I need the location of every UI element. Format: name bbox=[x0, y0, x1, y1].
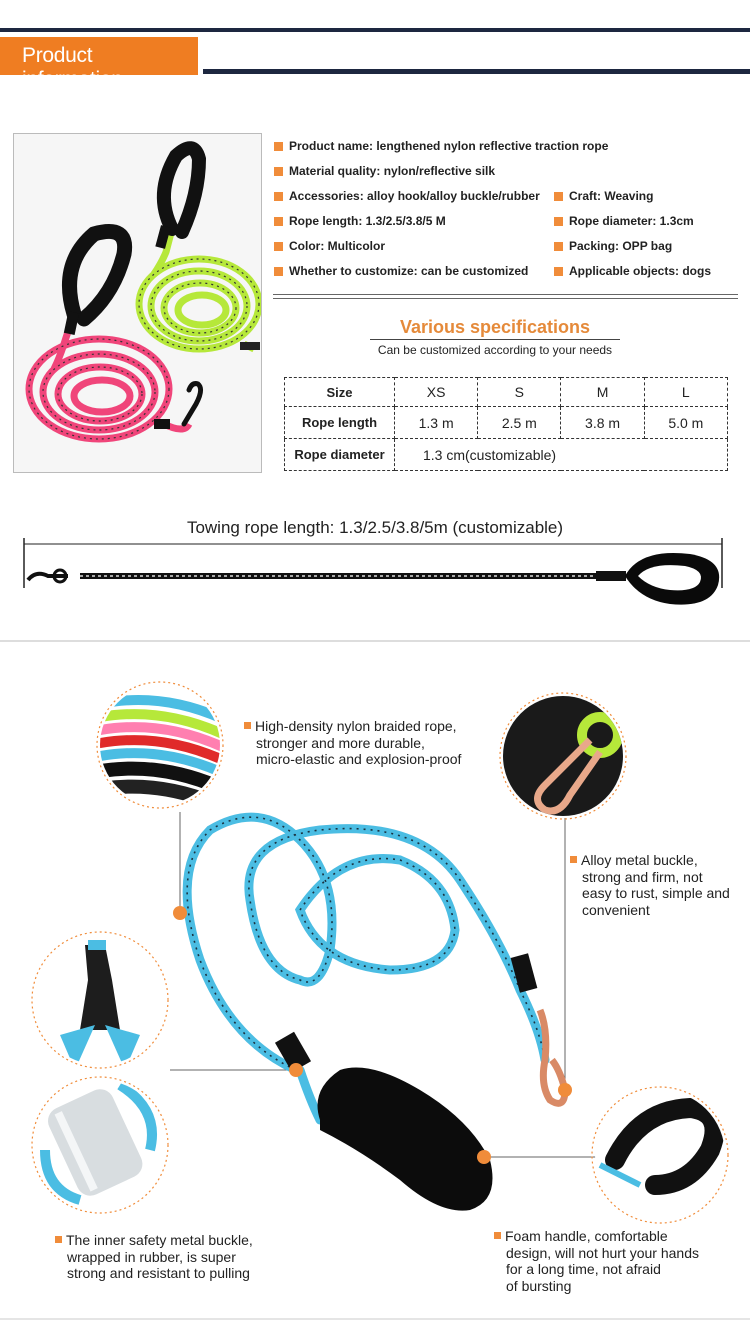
bullet-icon bbox=[244, 722, 251, 729]
length-header: Rope length bbox=[285, 407, 395, 439]
spec-text: Product name: lengthened nylon reflective traction rope bbox=[289, 139, 609, 153]
feature-line: of bursting bbox=[506, 1277, 572, 1294]
bullet-icon bbox=[274, 242, 283, 251]
table-row bbox=[285, 407, 728, 439]
size-table bbox=[284, 377, 728, 471]
feature-line: wrapped in rubber, is super bbox=[67, 1248, 236, 1265]
size-header: Size bbox=[285, 378, 395, 407]
bullet-icon bbox=[55, 1236, 62, 1243]
spec-material bbox=[274, 164, 495, 178]
feature-line: easy to rust, simple and bbox=[582, 885, 730, 901]
spec-text: Rope diameter: 1.3cm bbox=[569, 214, 694, 228]
feature-inner-caption bbox=[55, 1232, 253, 1282]
size-cell: XS bbox=[395, 378, 478, 407]
header-top-rule bbox=[0, 28, 750, 32]
feature-buckle-caption bbox=[570, 852, 730, 918]
length-cell: 2.5 m bbox=[478, 407, 561, 439]
towing-rope-diagram bbox=[0, 530, 750, 620]
variations-underline bbox=[370, 339, 620, 340]
feature-line: Alloy metal buckle, bbox=[581, 852, 698, 868]
size-cell: L bbox=[644, 378, 727, 407]
feature-line: strong and firm, not bbox=[582, 868, 703, 885]
feature-line: The inner safety metal buckle, bbox=[66, 1232, 253, 1248]
table-row bbox=[285, 378, 728, 407]
bullet-icon bbox=[274, 167, 283, 176]
spec-product-name bbox=[274, 139, 608, 153]
header-rule bbox=[203, 69, 750, 74]
bullet-icon bbox=[274, 267, 283, 276]
spec-text: Packing: OPP bag bbox=[569, 239, 673, 253]
bullet-icon bbox=[274, 142, 283, 151]
spec-rope-diameter bbox=[554, 214, 694, 228]
diameter-header: Rope diameter bbox=[285, 439, 395, 471]
feature-line: convenient bbox=[582, 901, 650, 918]
feature-rope-caption bbox=[244, 718, 461, 768]
feature-line: strong and resistant to pulling bbox=[67, 1265, 250, 1281]
spec-craft bbox=[554, 189, 653, 203]
variations-title: Various specifications bbox=[399, 317, 591, 337]
variations-subtitle: Can be customized according to your needs bbox=[377, 343, 613, 357]
page-title: Product information bbox=[22, 44, 123, 91]
size-cell: M bbox=[561, 378, 644, 407]
spec-divider bbox=[273, 294, 738, 299]
section-separator bbox=[0, 640, 750, 642]
bullet-icon bbox=[274, 217, 283, 226]
spec-color bbox=[274, 239, 385, 253]
spec-text: Color: Multicolor bbox=[289, 239, 385, 253]
bullet-icon bbox=[494, 1232, 501, 1239]
feature-line: micro-elastic and explosion-proof bbox=[256, 751, 462, 767]
length-cell: 1.3 m bbox=[395, 407, 478, 439]
spec-applicable bbox=[554, 264, 711, 278]
size-cell: S bbox=[478, 378, 561, 407]
spec-text: Accessories: alloy hook/alloy buckle/rubber bbox=[289, 189, 540, 203]
spec-text: Craft: Weaving bbox=[569, 189, 654, 203]
spec-text: Rope length: 1.3/2.5/3.8/5 M bbox=[289, 214, 446, 228]
diameter-cell: 1.3 cm(customizable) bbox=[395, 439, 728, 471]
bullet-icon bbox=[554, 217, 563, 226]
header-tag bbox=[0, 37, 198, 91]
feature-line: Foam handle, comfortable bbox=[505, 1228, 668, 1244]
spec-text: Applicable objects: dogs bbox=[569, 264, 712, 278]
spec-text: Material quality: nylon/reflective silk bbox=[289, 164, 496, 178]
bullet-icon bbox=[274, 192, 283, 201]
feature-foam-caption bbox=[494, 1228, 699, 1294]
bullet-icon bbox=[554, 192, 563, 201]
spec-rope-length bbox=[274, 214, 446, 228]
bullet-icon bbox=[554, 242, 563, 251]
feature-line: High-density nylon braided rope, bbox=[255, 718, 457, 734]
length-cell: 5.0 m bbox=[644, 407, 727, 439]
length-cell: 3.8 m bbox=[561, 407, 644, 439]
towing-label: Towing rope length: 1.3/2.5/3.8/5m (customizable) bbox=[186, 518, 564, 537]
spec-accessories bbox=[274, 189, 540, 203]
bullet-icon bbox=[570, 856, 577, 863]
table-row bbox=[285, 439, 728, 471]
spec-packing bbox=[554, 239, 672, 253]
bottom-separator bbox=[0, 1318, 750, 1320]
product-photo bbox=[13, 133, 262, 473]
bullet-icon bbox=[554, 267, 563, 276]
feature-line: for a long time, not afraid bbox=[506, 1261, 661, 1277]
feature-line: stronger and more durable, bbox=[256, 734, 425, 751]
feature-line: design, will not hurt your hands bbox=[506, 1244, 699, 1261]
spec-customize bbox=[274, 264, 528, 278]
spec-text: Whether to customize: can be customized bbox=[289, 264, 529, 278]
